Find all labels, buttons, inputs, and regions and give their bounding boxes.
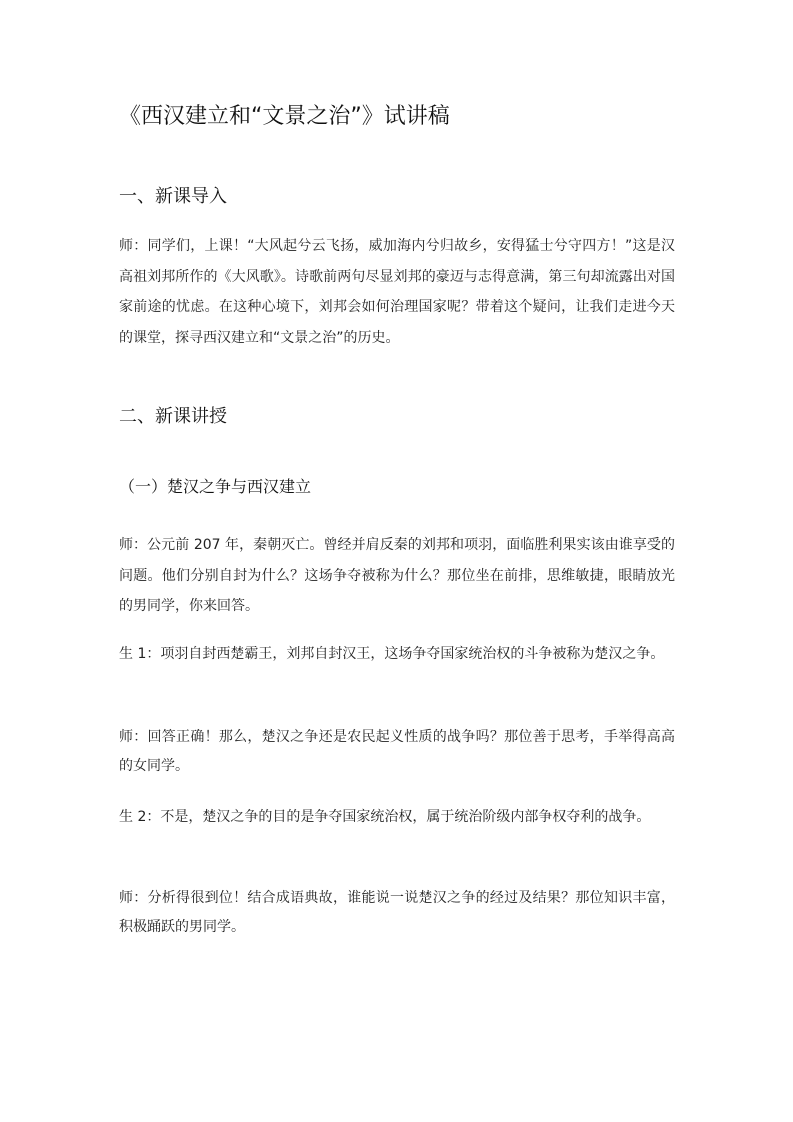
document-title: 《西汉建立和“文景之治”》试讲稿 [119, 104, 450, 129]
dialogue-paragraph: 生 2：不是，楚汉之争的目的是争夺国家统治权，属于统治阶级内部争权夺利的战争。 [119, 809, 651, 825]
section-heading-intro: 一、新课导入 [119, 186, 227, 207]
dialogue-paragraph: 生 1：项羽自封西楚霸王，刘邦自封汉王，这场争夺国家统治权的斗争被称为楚汉之争。 [119, 646, 665, 662]
sub-heading-chu-han: （一）楚汉之争与西汉建立 [119, 477, 312, 496]
section-heading-teaching: 二、新课讲授 [119, 406, 227, 427]
intro-paragraph: 师：同学们，上课！“大风起兮云飞扬，威加海内兮归故乡，安得猛士兮守四方！”这是汉高祖刘邦所作的《大风歌》。诗歌前两句尽显刘邦的豪迈与志得意满，第三句却流露出对国家前途的忧虑。在这种心境下，刘邦会如何治理国家呢？带着这个疑问，让我们走进今天的课堂，探寻西汉建立和“文景之治”的历史。 [119, 238, 675, 346]
dialogue-paragraph: 师：分析得很到位！结合成语典故，谁能说一说楚汉之争的经过及结果？那位知识丰富，积极踊跃的男同学。 [119, 890, 675, 935]
dialogue-paragraph: 师：回答正确！那么，楚汉之争还是农民起义性质的战争吗？那位善于思考，手举得高高的女同学。 [119, 729, 675, 774]
dialogue-paragraph: 师：公元前 207 年，秦朝灭亡。曾经并肩反秦的刘邦和项羽，面临胜利果实该由谁享受的问题。他们分别自封为什么？这场争夺被称为什么？那位坐在前排，思维敏捷，眼睛放光的男同学，你来回答。 [119, 537, 675, 614]
